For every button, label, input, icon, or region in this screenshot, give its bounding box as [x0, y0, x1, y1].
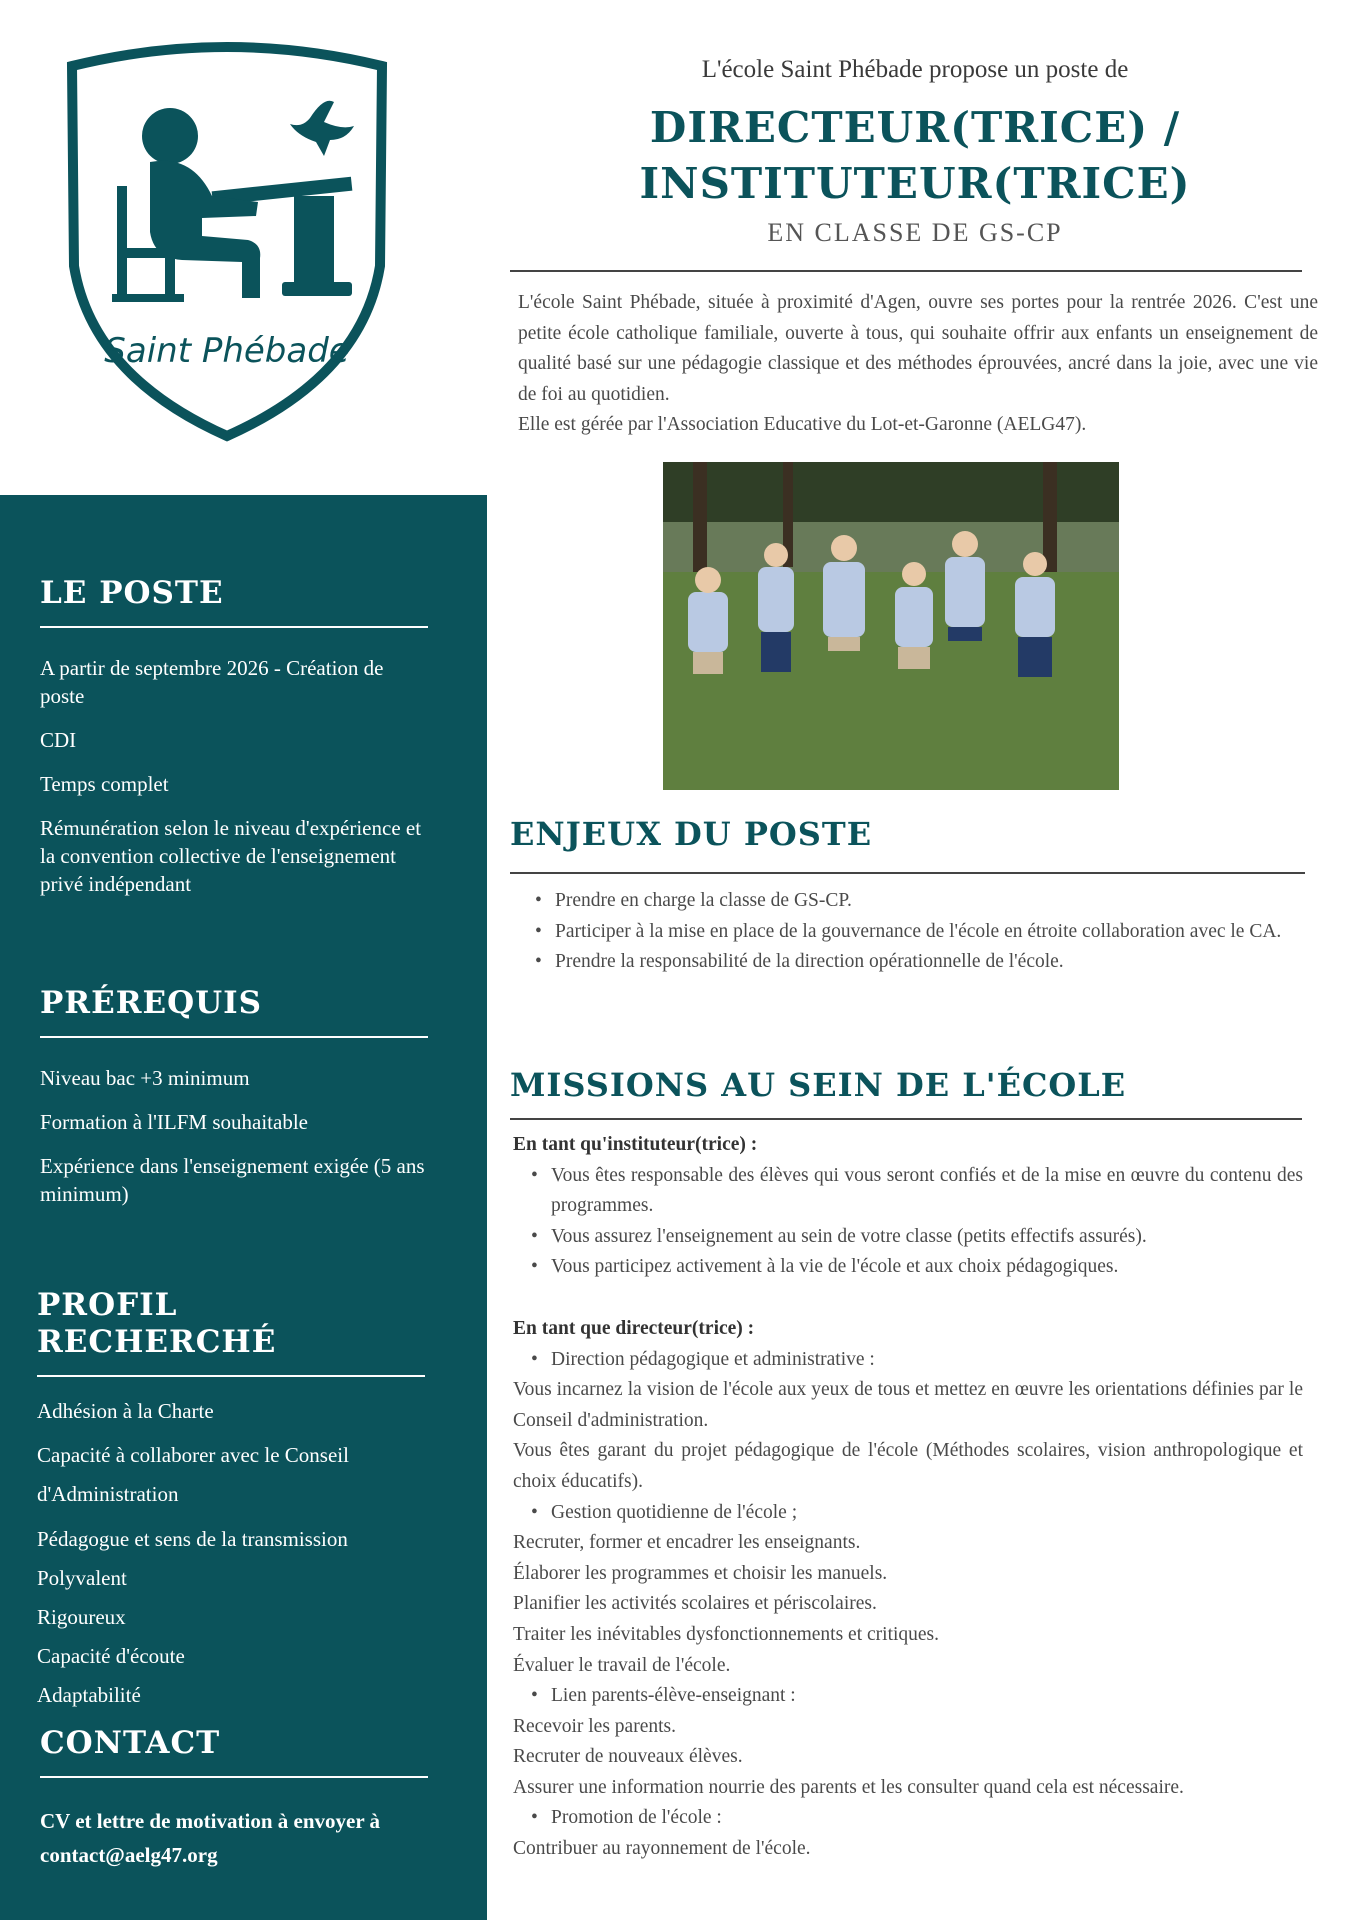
logo-text: Saint Phébade	[104, 331, 350, 371]
child-head-icon	[142, 108, 198, 164]
job-subtitle: EN CLASSE DE GS-CP	[767, 218, 1063, 247]
enjeux-title: ENJEUX DU POSTE	[510, 815, 873, 853]
sidebar-poste	[40, 575, 430, 914]
contact-email[interactable]: contact@aelg47.org	[40, 1843, 218, 1868]
text-line: Évaluer le travail de l'école.	[513, 1654, 731, 1676]
list-item: • Lien parents-élève-enseignant :	[551, 1681, 1303, 1712]
list-item: Polyvalent	[37, 1566, 127, 1591]
intro-line: L'école Saint Phébade propose un poste de	[701, 56, 1129, 83]
list-item: Niveau bac +3 minimum	[40, 1066, 250, 1091]
divider	[510, 872, 1305, 874]
list-item: • Participer à la mise en place de la gouvernance de l'école en étroite collaboration avec le CA.	[555, 917, 1303, 948]
text-line: Élaborer les programmes et choisir les manuels.	[513, 1562, 888, 1584]
text-line: Planifier les activités scolaires et périscolaires.	[513, 1593, 877, 1615]
list-item: • Prendre en charge la classe de GS-CP.	[555, 886, 1303, 917]
dir-label: En tant que directeur(trice) :	[513, 1317, 755, 1339]
divider	[40, 1036, 428, 1038]
divider	[510, 270, 1302, 272]
intro-paragraph	[518, 288, 1318, 441]
job-title-line2: INSTITUTEUR(TRICE)	[639, 159, 1191, 208]
sidebar-profil	[37, 1287, 427, 1720]
missions-title: MISSIONS AU SEIN DE L'ÉCOLE	[510, 1066, 1127, 1104]
text-line: Recruter, former et encadrer les enseignants.	[513, 1532, 861, 1554]
divider	[40, 1776, 428, 1778]
job-title-line1: DIRECTEUR(TRICE) /	[649, 103, 1181, 152]
list-item: • Direction pédagogique et administrative :	[551, 1345, 1303, 1376]
text-line: Vous incarnez la vision de l'école aux yeux de tous et mettez en œuvre les orientations définies par le Conseil d'administration.	[513, 1379, 1303, 1431]
sidebar	[0, 495, 487, 1920]
job-title	[510, 100, 1320, 212]
list-item: Adaptabilité	[37, 1683, 141, 1708]
poste-title: LE POSTE	[40, 575, 224, 611]
text-line: Vous êtes garant du projet pédagogique de l'école (Méthodes scolaires, vision anthropologique et choix éducatifs).	[513, 1440, 1303, 1492]
list-item: Expérience dans l'enseignement exigée (5 ans minimum)	[40, 1154, 425, 1207]
list-item: Rigoureux	[37, 1605, 126, 1630]
list-item: Capacité d'écoute	[37, 1644, 185, 1669]
missions-body	[513, 1130, 1303, 1865]
list-item: A partir de septembre 2026 - Création de poste	[40, 656, 384, 709]
children-photo	[663, 462, 1119, 790]
dove-icon	[290, 101, 354, 156]
list-item: Temps complet	[40, 772, 169, 797]
contact-title: CONTACT	[40, 1725, 221, 1761]
list-item: Pédagogue et sens de la transmission	[37, 1527, 348, 1552]
school-logo	[62, 36, 392, 446]
list-item: CDI	[40, 728, 77, 753]
enjeux-list	[513, 886, 1303, 978]
text-line: Recruter de nouveaux élèves.	[513, 1746, 743, 1768]
instit-label: En tant qu'instituteur(trice) :	[513, 1134, 758, 1155]
text-line: Assurer une information nourrie des parents et les consulter quand cela est nécessaire.	[513, 1776, 1184, 1798]
list-item: Formation à l'ILFM souhaitable	[40, 1110, 308, 1135]
list-item: Rémunération selon le niveau d'expérience et la convention collective de l'enseignement privé indépendant	[40, 816, 422, 897]
list-item: • Vous participez activement à la vie de l'école et aux choix pédagogiques.	[551, 1252, 1303, 1283]
sidebar-prerequis	[40, 985, 430, 1224]
intro-p2: Elle est gérée par l'Association Educative du Lot-et-Garonne (AELG47).	[518, 414, 1087, 435]
text-line: Contribuer au rayonnement de l'école.	[513, 1838, 811, 1860]
divider	[37, 1375, 425, 1377]
divider	[510, 1118, 1302, 1120]
list-item: • Vous êtes responsable des élèves qui vous seront confiés et de la mise en œuvre du contenu des programmes.	[551, 1161, 1303, 1222]
sidebar-contact	[40, 1725, 430, 1872]
list-item: • Vous assurez l'enseignement au sein de votre classe (petits effectifs assurés).	[551, 1222, 1303, 1253]
list-item: Adhésion à la Charte	[37, 1399, 214, 1424]
list-item: • Gestion quotidienne de l'école ;	[551, 1498, 1303, 1529]
text-line: Traiter les inévitables dysfonctionnements et critiques.	[513, 1623, 940, 1645]
divider	[40, 626, 428, 628]
contact-text: CV et lettre de motivation à envoyer à	[40, 1809, 381, 1834]
profil-title: PROFIL RECHERCHÉ	[37, 1287, 277, 1361]
list-item: • Prendre la responsabilité de la direction opérationnelle de l'école.	[555, 947, 1303, 978]
intro-p1: L'école Saint Phébade, située à proximité d'Agen, ouvre ses portes pour la rentrée 2026. C'est une petite école catholique familiale, ouverte à tous, qui souhaite offrir aux enfants un enseignement de qualité basé sur une pédagogie classique et des méthodes éprouvées, ancré dans la joie, avec une vie de foi au quotidien.	[518, 292, 1318, 405]
list-item: Capacité à collaborer avec le Conseil d'Administration	[37, 1443, 349, 1507]
prerequis-title: PRÉREQUIS	[40, 985, 263, 1021]
text-line: Recevoir les parents.	[513, 1715, 676, 1737]
list-item: • Promotion de l'école :	[551, 1803, 1303, 1834]
